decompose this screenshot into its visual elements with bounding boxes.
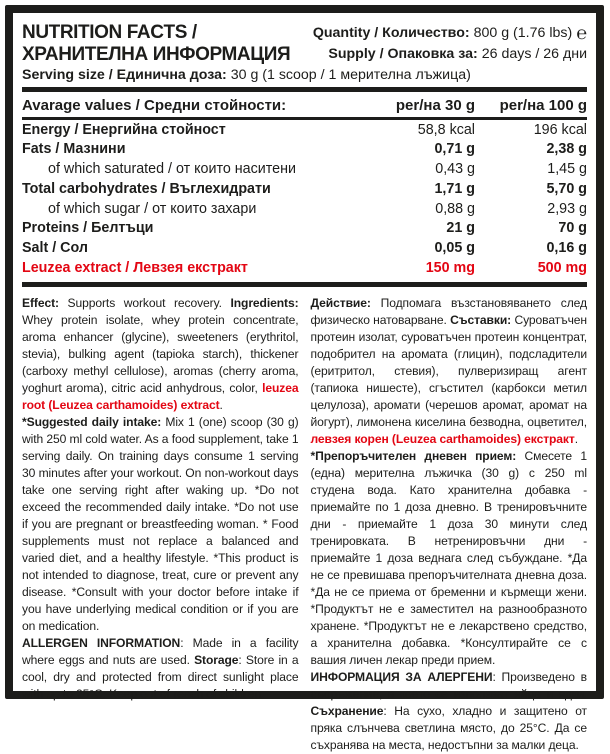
text-segment: . (574, 431, 578, 446)
divider-thick-bottom (22, 282, 587, 287)
row-label: Energy / Енергийна стойност (22, 121, 226, 138)
text-segment: Съставки: (450, 312, 515, 327)
quantity-supply-block (313, 23, 587, 65)
supply-value: 26 days / 26 дни (481, 46, 587, 62)
row-value-100g: 196 kcal (533, 121, 587, 138)
row-value-100g: 70 g (558, 220, 587, 237)
table-row (22, 160, 587, 180)
page-title (22, 22, 290, 65)
text-segment: Подпомага възстановяването след физическо натоварване. (310, 295, 587, 327)
body-left-column (22, 295, 299, 754)
text-segment: Смесете 1 (една) мерителна лъжичка (30 g) с 250 ml студена вода. Като хранителна добавка - приемайте по 1 доза дневно. В тренировъчните дни - приемайте 1 доза 30 минути след тренировката. В нетренировъчни дни - приемайте 1 доза веднага след събуждане. *Да не се превишава препоръчителната дневна доза. *Да не се приема от бременни и кърмещи жени. *Продуктът не е заместител на разнообразното хранене. *Продуктът не е лекарствено средство, а хранителна добавка. *Консултирайте се с вашия личен лекар преди прием. (310, 448, 587, 667)
text-segment: Effect: (22, 295, 68, 310)
table-header-col-100g: per/на 100 g (499, 97, 587, 114)
paragraph-allergen-storage (22, 635, 299, 703)
text-segment: Storage (194, 652, 239, 667)
quantity-line (313, 23, 587, 44)
row-value-30g: 1,71 g (434, 180, 475, 197)
table-row (22, 239, 587, 259)
text-segment: leuzea root (Leuzea carthamoides) extract (22, 380, 299, 412)
supply-line (313, 44, 587, 65)
text-segment: : Произведено в съоръжение, в което се използват яйца и ядки. (310, 669, 587, 701)
row-value-30g: 150 mg (425, 260, 475, 277)
row-label: of which sugar / от които захари (48, 200, 257, 217)
text-segment: Supports workout recovery. (67, 295, 231, 310)
row-value-30g: 0,71 g (434, 141, 475, 158)
text-segment: Whey protein isolate, whey protein concentrate, aroma enhancer (glycine), sweeteners (erythritol, stevia), bulking agent (tapioka starch), thickener (carboxy methyl cellulose), aromas (cherry aroma, yoghurt aroma), citric acid anhydrous, color, (22, 312, 299, 395)
table-header-row (22, 92, 587, 117)
text-segment: Ingredients: (230, 295, 299, 310)
row-label: Proteins / Белтъци (22, 220, 154, 237)
paragraph-allergen-storage-bg (311, 669, 588, 754)
text-segment: : На сухо, хладно и защитено от пряка слънчева светлина място, до 25°C. Да се съхранява на места, недостъпни за малки деца. (310, 703, 587, 752)
row-label: Salt / Сол (22, 240, 88, 257)
row-label: of which saturated / от които наситени (48, 161, 296, 178)
serving-size-label: Serving size / Единична доза: (22, 67, 227, 83)
row-value-30g: 0,88 g (435, 200, 475, 217)
paragraph-suggested-intake-bg (311, 448, 588, 669)
quantity-value: 800 g (1.76 lbs) (473, 25, 573, 41)
row-value-100g: 2,38 g (546, 141, 587, 158)
text-segment: ИНФОРМАЦИЯ ЗА АЛЕРГЕНИ (310, 669, 493, 684)
title-line-en: NUTRITION FACTS / (22, 22, 197, 43)
paragraph-suggested-intake (22, 414, 299, 635)
nutrition-label (5, 5, 604, 752)
row-value-30g: 0,43 g (435, 161, 475, 178)
table-row (22, 180, 587, 200)
text-segment: : Store in a cool, dry and protected from direct sunlight place with up to 25°C. Keep out of reach of children. (22, 652, 299, 701)
table-rows (22, 120, 587, 281)
table-row (22, 140, 587, 160)
text-segment: Суроватъчен протеин изолат, суроватъчен протеин концентрат, подобрител на аромата (глицин), подсладители (еритритол, стевия), пулверизиращ агент (тапиока нишесте), сгъстител (карбокси метил целулоза), аромати (черешов аромат, аромат на йогурт), лимонена киселина безводна, оцветител, (310, 312, 587, 429)
text-segment: . (219, 397, 223, 412)
text-segment: Mix 1 (one) scoop (30 g) with 250 ml cold water. As a food supplement, take 1 serving daily. On training days consume 1 serving 30 minutes after your workout. On non-workout days take one serving right after waking up. *Do not exceed the recommended daily intake. *Do not use if you are pregnant or breastfeeding woman. * Food supplements must not replace a balanced and varied diet, and a healthy lifestyle. *This product is not intended to diagnose, treat, cure or prevent any disease. *Consult with your doctor before intake if you have underlying medical condition or if you are on medication. (22, 414, 299, 633)
row-value-30g: 21 g (446, 220, 475, 237)
text-segment: ALLERGEN INFORMATION (22, 635, 181, 650)
row-value-30g: 0,05 g (434, 240, 475, 257)
serving-size-value: 30 g (1 scoop / 1 мерителна лъжица) (230, 67, 471, 83)
table-header-col-30g: per/на 30 g (395, 97, 475, 114)
row-label: Leuzea extract / Левзея екстракт (22, 260, 248, 277)
row-value-100g: 0,16 g (546, 240, 587, 257)
row-value-30g: 58,8 kcal (417, 121, 475, 138)
text-segment: Съхранение (310, 703, 384, 718)
row-label: Fats / Мазнини (22, 141, 126, 158)
table-row (22, 259, 587, 279)
row-label: Total carbohydrates / Въглехидрати (22, 180, 271, 197)
paragraph-effect-ingredients-bg (311, 295, 588, 448)
title-line-bg: ХРАНИТЕЛНА ИНФОРМАЦИЯ (22, 43, 291, 65)
paragraph-effect-ingredients (22, 295, 299, 414)
serving-size-line (22, 67, 587, 83)
label-header (22, 22, 587, 65)
table-row (22, 200, 587, 220)
body-text (22, 295, 587, 754)
supply-label: Supply / Опаковка за: (328, 46, 478, 62)
row-value-100g: 5,70 g (546, 180, 587, 197)
body-right-column (311, 295, 588, 754)
text-segment: *Препоръчителен дневен прием: (310, 448, 525, 463)
text-segment: *Suggested daily intake: (22, 414, 166, 429)
row-value-100g: 2,93 g (547, 200, 587, 217)
text-segment: левзея корен (Leuzea carthamoides) екстракт (310, 431, 575, 446)
row-value-100g: 1,45 g (547, 161, 587, 178)
table-row (22, 219, 587, 239)
estimated-sign-icon: ℮ (576, 23, 587, 43)
row-value-100g: 500 mg (537, 260, 587, 277)
quantity-label: Quantity / Количество: (312, 25, 470, 41)
table-row (22, 121, 587, 141)
text-segment: : Made in a facility where eggs and nuts are used. (22, 635, 299, 667)
table-header-label: Avarage values / Средни стойности: (22, 97, 287, 114)
text-segment: Действие: (310, 295, 381, 310)
